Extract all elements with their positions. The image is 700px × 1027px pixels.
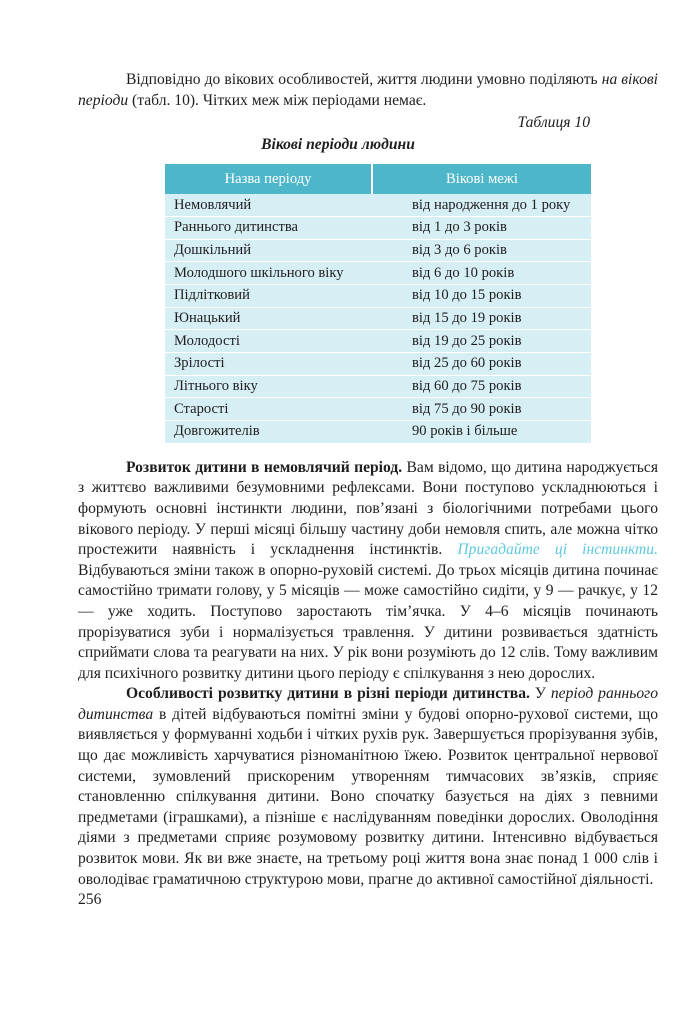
period-name: Молодості bbox=[165, 330, 372, 353]
header-period-name: Назва періоду bbox=[165, 164, 372, 194]
section-childhood-text: У bbox=[529, 685, 551, 703]
section-infancy-text-continued: Відбуваються зміни також в опорно-руховій системі. До трьох місяців дитина починає самостійно тримати голову, у 5 місяців — може самостійно сидіти, у 9 — рачкує, у 12 — уже ходить. Поступово заростають тім’ячка. У 4–6 місяців починають прорізуватися зуби і нормалізується травлення. У дитини розвивається здатність сприймати слова та реагувати на них. У рік вони розуміють до 12 слів. Тому важливим для психічного розвитку дитини цього періоду є спілкування з нею дорослих. bbox=[78, 561, 658, 682]
table-title: Вікові періоди людини bbox=[261, 136, 415, 154]
age-limits: від 75 до 90 років bbox=[372, 398, 591, 421]
period-name: Молодшого шкільного віку bbox=[165, 262, 372, 285]
section-childhood-italic-term: період раннього дитинства bbox=[78, 685, 658, 723]
intro-text-end: (табл. 10). Чітких меж між періодами немає. bbox=[128, 91, 427, 109]
age-limits: 90 років і більше bbox=[372, 421, 591, 444]
textbook-page bbox=[78, 70, 658, 910]
table-row bbox=[165, 194, 591, 216]
table-row bbox=[165, 330, 591, 353]
age-limits: від 19 до 25 років bbox=[372, 330, 591, 353]
table-number: Таблиця 10 bbox=[517, 114, 590, 132]
period-name: Зрілості bbox=[165, 353, 372, 376]
header-age-limits: Вікові межі bbox=[372, 164, 591, 194]
table-row bbox=[165, 353, 591, 376]
table-row bbox=[165, 375, 591, 398]
table-row bbox=[165, 307, 591, 330]
age-limits: від 10 до 15 років bbox=[372, 284, 591, 307]
age-limits: від 15 до 19 років bbox=[372, 307, 591, 330]
table-row bbox=[165, 398, 591, 421]
period-name: Дошкільний bbox=[165, 239, 372, 262]
intro-text: Відповідно до вікових особливостей, життя людини умовно поділяють bbox=[126, 71, 602, 88]
age-periods-table bbox=[165, 164, 591, 444]
age-limits: від 60 до 75 років bbox=[372, 375, 591, 398]
age-limits: від 6 до 10 років bbox=[372, 262, 591, 285]
period-name: Літнього віку bbox=[165, 375, 372, 398]
section-infancy-heading: Розвиток дитини в немовлячий період. bbox=[126, 458, 403, 476]
period-name: Юнацький bbox=[165, 307, 372, 330]
section-infancy-paragraph bbox=[78, 458, 658, 685]
period-name: Старості bbox=[165, 398, 372, 421]
age-limits: від 25 до 60 років bbox=[372, 353, 591, 376]
age-limits: від 3 до 6 років bbox=[372, 239, 591, 262]
table-row bbox=[165, 421, 591, 444]
table-row bbox=[165, 262, 591, 285]
table-row bbox=[165, 284, 591, 307]
period-name: Довгожителів bbox=[165, 421, 372, 444]
age-limits: від народження до 1 року bbox=[372, 194, 591, 216]
period-name: Немовлячий bbox=[165, 194, 372, 216]
table-row bbox=[165, 216, 591, 239]
section-infancy-text: Вам відомо, що дитина народжується з життєво важливими безумовними рефлексами. Вони поступово ускладнюються і формують основні інстинкти людини, пов’язані з біологічними потребами цього вікового періоду. У перші місяці більшу частину доби немовля спить, але можна чітко простежити наявність і ускладнення інстинктів. bbox=[78, 458, 658, 559]
recall-instincts-prompt: Пригадайте ці інстинкти. bbox=[457, 541, 659, 559]
age-limits: від 1 до 3 років bbox=[372, 216, 591, 239]
intro-italic-term: на вікові періоди bbox=[78, 71, 658, 109]
period-name: Раннього дитинства bbox=[165, 216, 372, 239]
table-row bbox=[165, 239, 591, 262]
section-childhood-paragraph bbox=[78, 684, 658, 890]
section-childhood-heading: Особливості розвитку дитини в різні періоди дитинства. bbox=[126, 685, 530, 703]
intro-paragraph bbox=[78, 70, 658, 111]
section-childhood-text-continued: в дітей відбуваються помітні зміни у будові опорно-рухової системи, що виявляється у формуванні ходьби і чітких рухів рук. Завершується прорізування зубів, що дає можливість харчуватися різноманітною їжею. Розвиток центральної нервової системи, зумовлений прискореним утворенням тимчасових зв’язків, сприяє становленню спілкування дитини. Воно спочатку базується на діях з певними предметами (іграшками), а пізніше є наслідуванням поведінки дорослих. Оволодіння діями з предметами сприяє розумовому розвитку дитини. Інтенсивно відбувається розвиток мови. Як ви вже знаєте, на третьому році життя вона знає понад 1 000 слів і оволодіває граматичною структурою мови, прагне до активної самостійної діяльності. bbox=[78, 705, 658, 888]
table-header-row bbox=[165, 164, 591, 194]
period-name: Підлітковий bbox=[165, 284, 372, 307]
page-number: 256 bbox=[78, 891, 102, 909]
